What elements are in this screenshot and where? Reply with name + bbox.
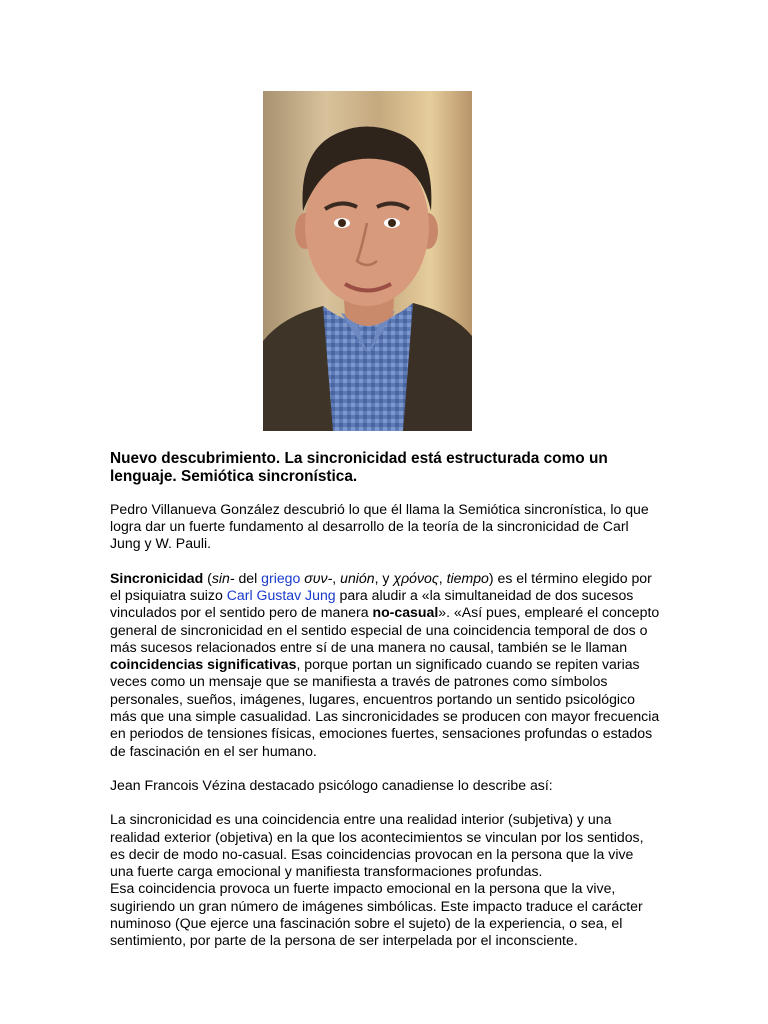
greek-chronos: χρόνος [393, 569, 439, 586]
portrait-illustration [263, 91, 472, 431]
vezina-paragraph-1: La sincronicidad es una coincidencia entre una realidad interior (subjetiva) y una realidad exterior (objetiva) en la que los acontecimientos se vinculan por los sentidos, es decir de modo no-casual. Esas coincidencias provocan en la persona que la vive una fuerte carga emocional y manifiesta transformaciones profundas. [110, 811, 644, 880]
greek-syn: συν- [300, 569, 333, 586]
link-carl-gustav-jung[interactable]: Carl Gustav Jung [226, 587, 336, 603]
text-fragment: ». «Así pues, emplearé el concepto general de sincronicidad en el sentido especial de una coincidencia temporal de dos o más sucesos relacionados entre sí de una manera no causal, también se le llaman [110, 604, 660, 655]
intro-paragraph: Pedro Villanueva González descubrió lo que él llama la Semiótica sincronística, lo que logra dar un fuerte fundamento al desarrollo de la teoría de la sincronicidad de Carl Jung y W. Pauli. [110, 500, 649, 552]
term-coincidencias-significativas: coincidencias significativas [110, 656, 297, 673]
term-sin: sin- [211, 569, 235, 586]
text-fragment: del [234, 569, 262, 586]
article-heading: Nuevo descubrimiento. La sincronicidad está estructurada como un lenguaje. Semiótica sincronística. [110, 450, 608, 486]
text-fragment: , [332, 569, 341, 586]
vezina-intro-paragraph: Jean Francois Vézina destacado psicólogo canadiense lo describe así: [110, 776, 553, 793]
term-tiempo: tiempo [446, 569, 489, 586]
link-griego[interactable]: griego [261, 569, 301, 586]
article-body [110, 450, 660, 967]
portrait-photo [263, 91, 472, 431]
text-fragment: , [438, 569, 447, 586]
term-sincronicidad: Sincronicidad [110, 569, 204, 586]
text-fragment: ) es el término elegido por el psiquiatra suizo [110, 569, 652, 603]
term-union: unión [340, 569, 375, 586]
text-fragment: , y [374, 569, 394, 586]
definition-paragraph [110, 570, 660, 760]
vezina-paragraph-2: Esa coincidencia provoca un fuerte impacto emocional en la persona que la vive, sugiriendo un gran número de imágenes simbólicas. Este impacto traduce el carácter numinoso (Que ejerce una fascinación sobre el sujeto) de la experiencia, o sea, el sentimiento, por parte de la persona de ser interpelada por el inconsciente. [110, 880, 643, 949]
text-fragment: ( [203, 569, 212, 586]
text-fragment: , porque portan un significado cuando se repiten varias veces como un mensaje que se manifiesta a través de patrones como símbolos personales, sueños, imágenes, lugares, encuentros portando un sentido psicológico más que una simple casualidad. Las sincronicidades se producen con mayor frecuencia en periodos de tensiones físicas, emociones fuertes, sensaciones profundas o estados de fascinación en el ser humano. [110, 656, 660, 759]
text-fragment: para aludir a «la simultaneidad de dos sucesos vinculados por el sentido pero de manera [110, 587, 634, 621]
term-no-casual: no-casual [372, 604, 439, 621]
